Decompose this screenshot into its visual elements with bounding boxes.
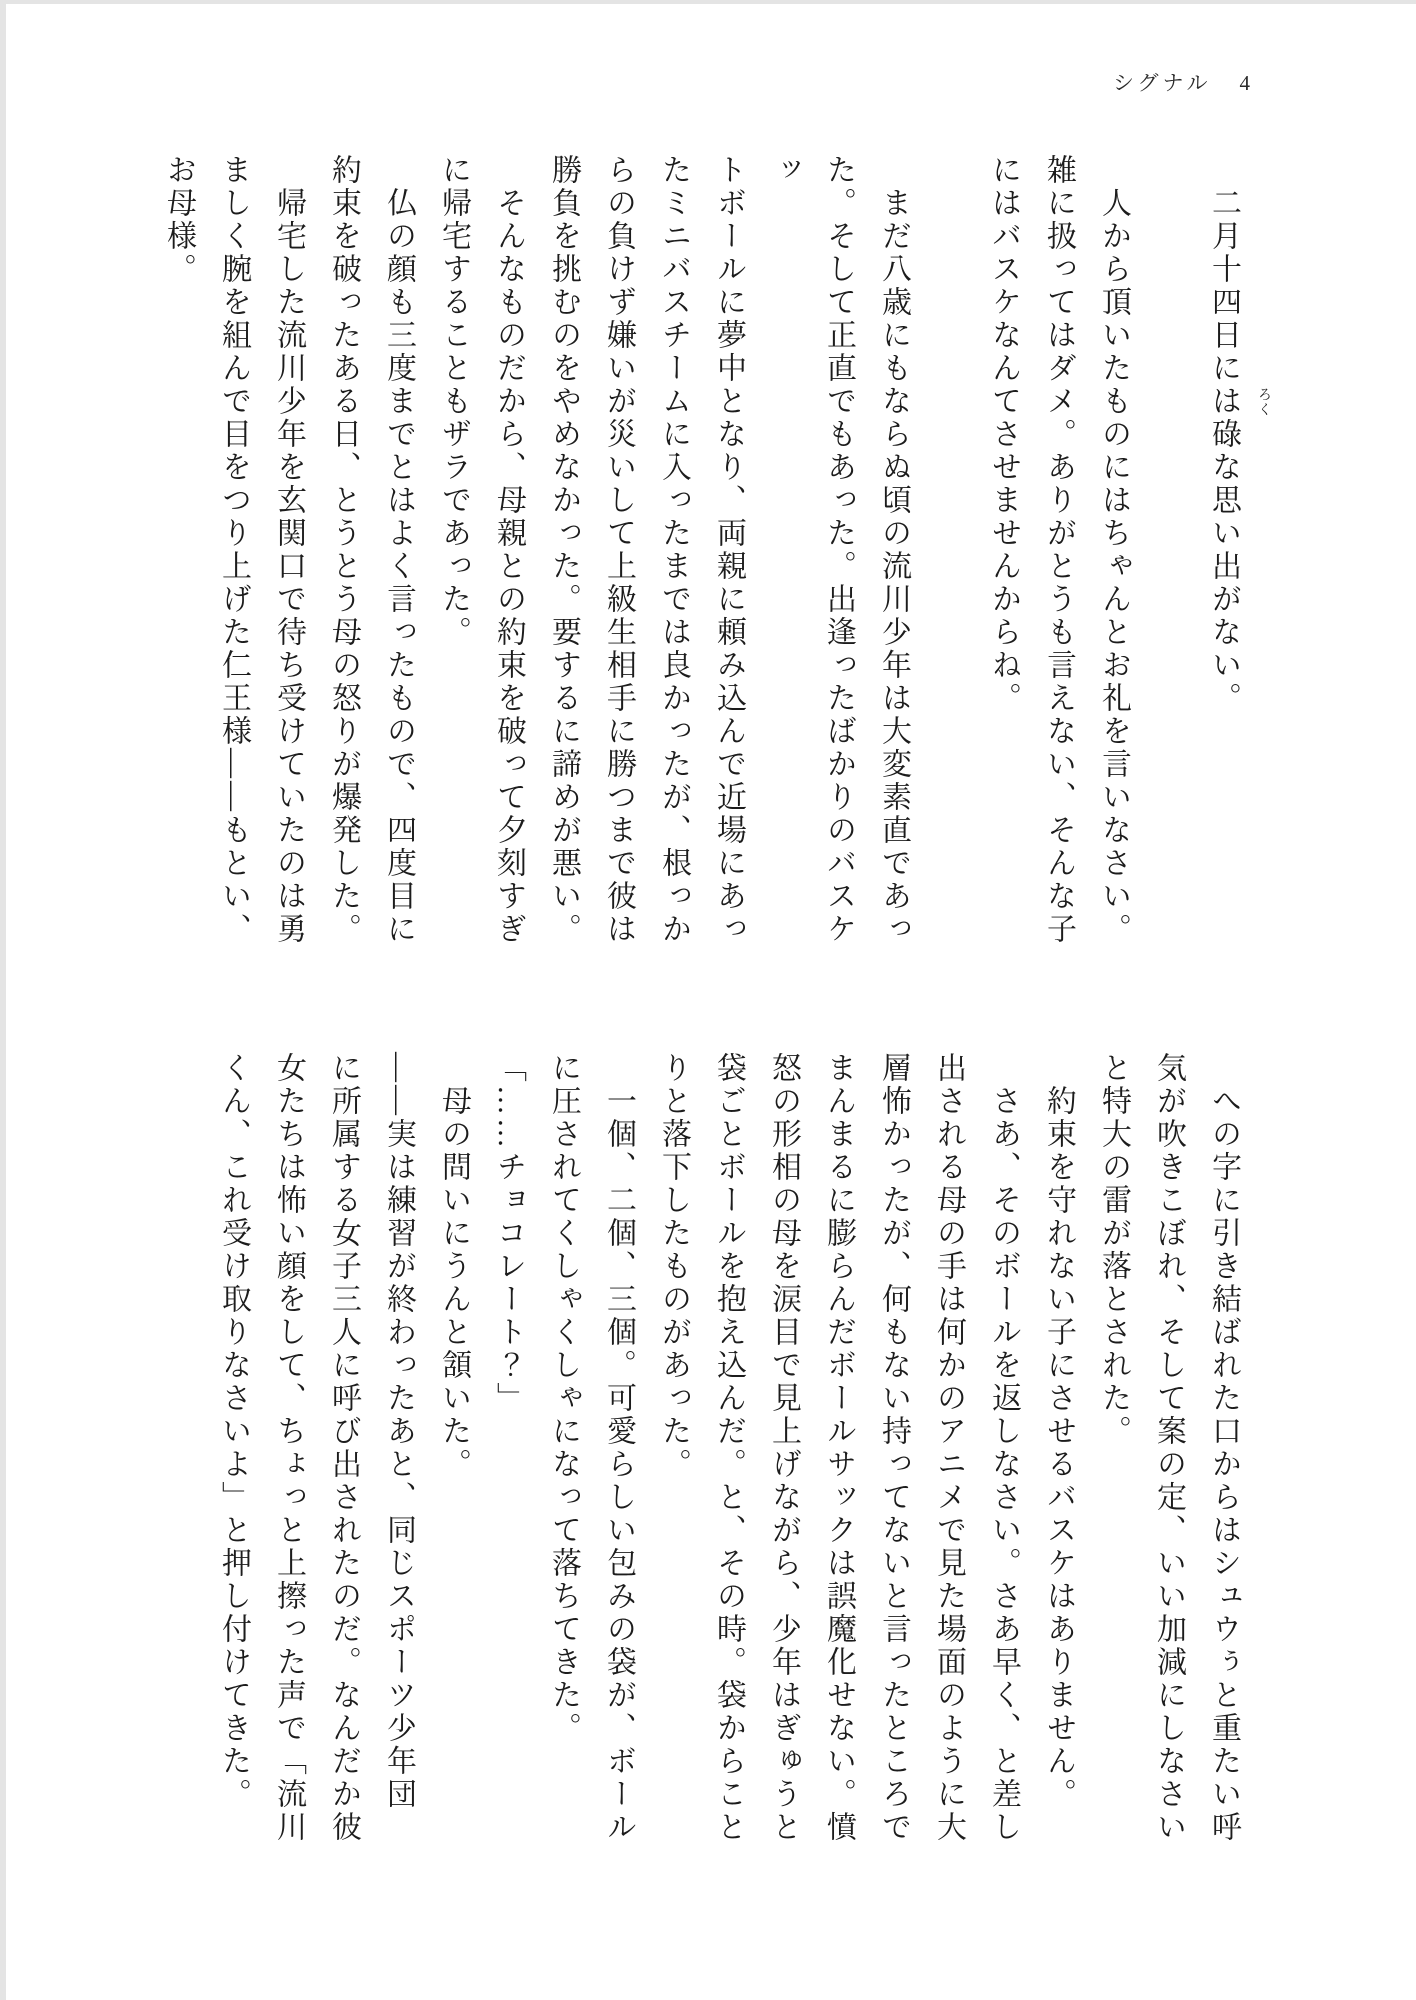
book-title: シグナル <box>1112 71 1212 95</box>
text-column: 一個、二個、三個。可愛らしい包みの袋が、ボール <box>602 1052 635 1844</box>
text-column: への字に引き結ばれた口からはシュウぅと重たい呼 <box>1207 1052 1240 1844</box>
running-head <box>1113 67 1250 97</box>
text-column: 袋ごとボールを抱え込んだ。と、その時。袋からこと <box>712 1052 745 1844</box>
text-column: に帰宅することもザラであった。 <box>437 154 470 649</box>
text-column: 怒の形相の母を涙目で見上げながら、少年はぎゅうと <box>767 1052 800 1844</box>
text-column: らの負けず嫌いが災いして上級生相手に勝つまで彼は <box>602 154 635 946</box>
text-column <box>921 154 976 954</box>
text-row-upper <box>151 154 1251 954</box>
text-column: にはバスケなんてさせませんからね。 <box>987 154 1020 715</box>
text-column: まだ八歳にもならぬ頃の流川少年は大変素直であっ <box>877 154 910 946</box>
text-column: くん、これ受け取りなさいよ」と押し付けてきた。 <box>217 1052 250 1811</box>
text-column: 気が吹きこぼれ、そして案の定、いい加減にしなさい <box>1152 1052 1185 1844</box>
text-column: 約束を破ったある日、とうとう母の怒りが爆発した。 <box>327 154 360 946</box>
text-column: 女たちは怖い顔をして、ちょっと上擦った声で「流川 <box>272 1052 305 1844</box>
text-column: ――実は練習が終わったあと、同じスポーツ少年団 <box>382 1052 415 1811</box>
book-page <box>6 4 1416 2000</box>
page-number: 4 <box>1239 71 1250 95</box>
text-column: に所属する女子三人に呼び出されたのだ。なんだか彼 <box>327 1052 360 1844</box>
text-column: 層怖かったが、何もない持ってないと言ったところで <box>877 1052 910 1844</box>
text-column: 「……チョコレート？」 <box>492 1052 525 1415</box>
text-column: 人から頂いたものにはちゃんとお礼を言いなさい。 <box>1097 154 1130 946</box>
text-column: 仏の顔も三度までとはよく言ったもので、四度目に <box>382 154 415 946</box>
text-column: 雑に扱ってはダメ。ありがとうも言えない、そんな子 <box>1042 154 1075 946</box>
text-column: と特大の雷が落とされた。 <box>1097 1052 1130 1448</box>
text-column: 帰宅した流川少年を玄関口で待ち受けていたのは勇 <box>272 154 305 946</box>
text-column: まんまるに膨らんだボールサックは誤魔化せない。憤 <box>822 1052 855 1844</box>
furigana-roku: ろく <box>1256 387 1271 417</box>
text-column: 勝負を挑むのをやめなかった。要するに諦めが悪い。 <box>547 154 580 946</box>
text-column: たミニバスチームに入ったまでは良かったが、根っか <box>657 154 690 946</box>
text-column: りと落下したものがあった。 <box>657 1052 690 1481</box>
text-column: トボールに夢中となり、両親に頼み込んで近場にあっ <box>712 154 745 946</box>
text-column: お母様。 <box>162 154 195 286</box>
text-column: 約束を守れない子にさせるバスケはありません。 <box>1042 1052 1075 1811</box>
text-column: 出される母の手は何かのアニメで見た場面のように大 <box>932 1052 965 1844</box>
text-column: さあ、そのボールを返しなさい。さあ早く、と差し <box>987 1052 1020 1844</box>
text-column: 母の問いにうんと頷いた。 <box>437 1052 470 1481</box>
text-column: ましく腕を組んで目をつり上げた仁王様――もとい、 <box>217 154 250 946</box>
text-column: 二月十四日には碌な思い出がない。 <box>1207 154 1240 715</box>
text-row-lower <box>206 1052 1251 1852</box>
text-column: た。そして正直でもあった。出逢ったばかりのバスケッ <box>767 154 855 946</box>
text-column: そんなものだから、母親との約束を破って夕刻すぎ <box>492 154 525 946</box>
text-column <box>1141 154 1196 954</box>
text-column: に圧されてくしゃくしゃになって落ちてきた。 <box>547 1052 580 1745</box>
